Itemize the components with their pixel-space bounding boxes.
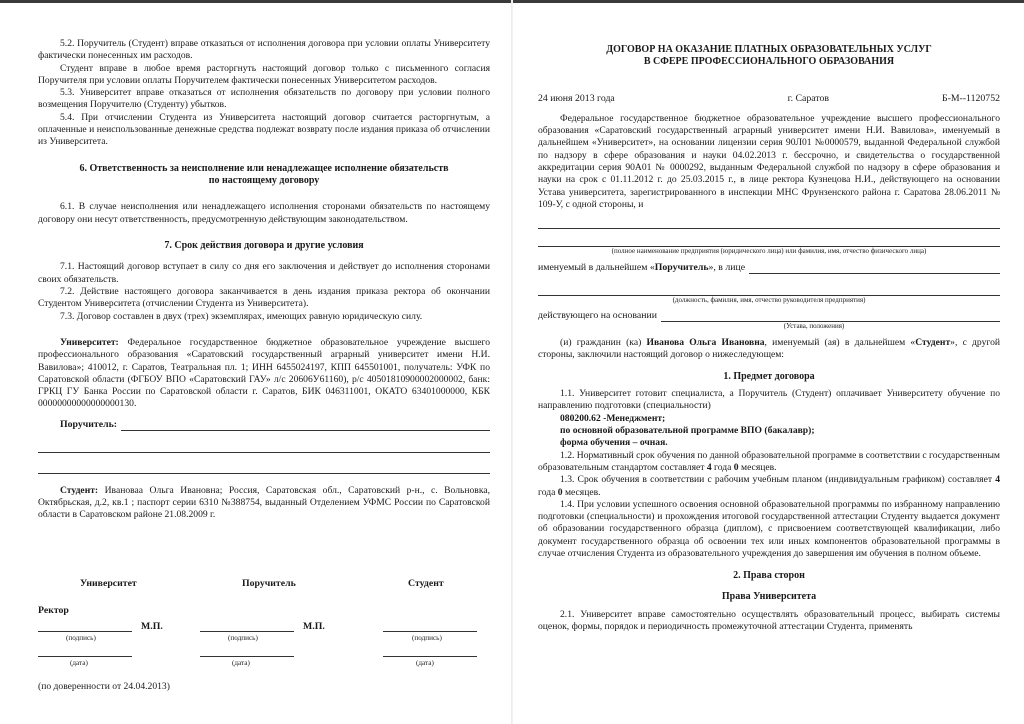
guar-date-line (200, 656, 294, 657)
section-6-heading-2: по настоящему договору (208, 175, 320, 187)
sig-guarantor-heading: Поручитель (242, 578, 296, 589)
c13-months: 0 (557, 486, 563, 498)
named-pre: именуемый в дальнейшем « (538, 262, 655, 274)
contract-subtitle: В СФЕРЕ ПРОФЕССИОНАЛЬНОГО ОБРАЗОВАНИЯ (643, 56, 895, 68)
guar-signature-line (200, 631, 294, 632)
guar-signature-caption: (подпись) (228, 634, 258, 642)
guarantor-line-3 (38, 462, 490, 474)
program-type: по основной образовательной программе ВПО (бакалавр); (560, 425, 815, 437)
contract-city: г. Саратов (787, 92, 830, 104)
clause-5-3: 5.3. Университет вправе отказаться от исполнения обязательств по договору при условии полного возмещения Поручителю (Студенту) убытков. (38, 87, 490, 111)
section-7-heading: 7. Срок действия договора и другие условия (164, 240, 364, 252)
party-name-line-1 (538, 217, 1000, 229)
univ-signature-line (38, 631, 132, 632)
c12-c: месяцев. (738, 461, 777, 473)
stud-signature-caption: (подпись) (412, 634, 442, 642)
student-party (538, 337, 1000, 362)
party-name-caption: (полное наименование предприятия (юридического лица) или фамилия, имя, отчество физического лица) (611, 247, 927, 256)
c12-b: года (711, 461, 734, 473)
clause-1-4: 1.4. При условии успешного освоения основной образовательной программы по избранному направлению подготовки (специальности) и прохождения итоговой государственной аттестации Студенту выдается документ об образовании государственного образца (диплом), с присвоением соответствующей квалификации, либо документ государственного образца об освоении тех или иных компонентов образовательной программы в случае отчисления Студента из образовательного учреждения до завершения им обучения в полном объеме. (538, 498, 1000, 560)
c13-a: 1.3. Срок обучения в соответствии с рабочим учебным планом (индивидуальным графиком) составляет (560, 474, 996, 486)
univ-date-caption: (дата) (70, 659, 88, 667)
guar-date-caption: (дата) (232, 659, 250, 667)
clause-1-3 (538, 474, 1000, 499)
contract-date: 24 июня 2013 года (538, 92, 615, 104)
c12-months: 0 (733, 461, 739, 473)
section-2-heading: 2. Права сторон (733, 570, 805, 582)
named-post: », в лице (708, 262, 746, 274)
university-label: Университет: (60, 336, 119, 348)
clause-5-2: 5.2. Поручитель (Студент) вправе отказаться от исполнения договора при условии оплаты Университету фактически понесенных им расходов. (38, 38, 490, 62)
univ-date-line (38, 656, 132, 657)
citizen-mid: , именуемый (ая) в дальнейшем « (764, 337, 916, 349)
guarantor-label: Поручитель: (60, 418, 118, 430)
represented-by-line (749, 263, 1000, 274)
section-6-heading: 6. Ответственность за неисполнение или ненадлежащее исполнение обязательств (79, 162, 449, 174)
guarantor-line (121, 420, 490, 431)
representative-line (538, 284, 1000, 296)
representative-caption: (должность, фамилия, имя, отчество руководителя предприятия) (672, 296, 866, 305)
student-details (38, 485, 490, 522)
univ-stamp-mark: М.П. (141, 621, 163, 632)
university-details (38, 337, 490, 411)
specialty-code: 080200.62 -Менеджмент; (560, 412, 666, 424)
university-rights-heading: Права Университета (721, 590, 817, 602)
c12-years: 4 (706, 461, 712, 473)
sig-student-heading: Студент (408, 578, 444, 589)
stud-signature-line (383, 631, 477, 632)
c13-years: 4 (995, 474, 1000, 486)
clause-6-1: 6.1. В случае неисполнения или ненадлежащего исполнения сторонами обязательств по настоящему договору они несут ответственность, предусмотренную действующим законодательством. (38, 201, 490, 225)
clause-1-1: 1.1. Университет готовит специалиста, а Поручитель (Студент) оплачивает Университету обучение по направлению подготовки (специальности) (538, 388, 1000, 412)
named-guarantor-text (538, 262, 745, 274)
clause-5-4: 5.4. При отчислении Студента из Университета настоящий договор считается расторгнутым, а оплаченные и неиспользованные денежные средства подлежат возврату после издания приказа об отчислении из Университета. (38, 111, 490, 148)
stud-date-caption: (дата) (416, 659, 434, 667)
c12-a: 1.2. Нормативный срок обучения по данной образовательной программе в соответствии с государственным образовательным стандартом составляет (538, 449, 1000, 473)
rector-label: Ректор (38, 605, 69, 616)
acting-caption: (Устава, положения) (783, 322, 845, 331)
acting-row (538, 310, 1000, 322)
right-page (512, 0, 1024, 724)
preamble: Федеральное государственное бюджетное образовательное учреждение высшего профессионального образования «Саратовский государственный аграрный университет имени Н.И. Вавилова», именуемый в дальнейшем «Университет», на основании лицензии серия 90Л01 №0000579, выданной Федеральной службой по надзору в сфере образования и науки 04.02.2013 г. бессрочно, и свидетельства о государственной аккредитации серия 90А01 № 0000292, выданным Федеральной службой по надзору в сфере образования и науки на срок с 01.11.2012 г. до 25.03.2015 г., в лице ректора Кузнецова Н.И., действующего на основании Устава университета, зарегистрированного в инспекции МНС Фрунзенского района г. Саратова 28.06.2011 № 109-У, с одной стороны, и (538, 112, 1000, 210)
acting-label: действующего на основании (538, 310, 657, 322)
citizen-name: Иванова Ольга Ивановна (646, 337, 765, 349)
univ-signature-caption: (подпись) (66, 634, 96, 642)
clause-7-2: 7.2. Действие настоящего договора заканчивается в день издания приказа ректора об окончании Студентом Университета (отчислении Студента из Университета). (38, 286, 490, 310)
guarantor-row (38, 419, 490, 431)
c13-c: месяцев. (562, 486, 601, 498)
citizen-post: », с другой стороны, заключили настоящий договор о нижеследующем: (538, 337, 1001, 361)
proxy-note: (по доверенности от 24.04.2013) (38, 681, 170, 692)
university-text: Федеральное государственное бюджетное образовательное учреждение высшего профессионального образования «Саратовский государственный аграрный университет имени Н.И. Вавилова»; 410012, г. Саратов, Театральная пл. 1; ИНН 6455024197, КПП 645501001, получатель: УФК по Саратовской области (ФГБОУ ВПО «Саратовский ГАУ» л/с 20606У61160), р/с 40501810900002000002, банк: ГРКЦ ГУ Банка России по Саратовской области г. Саратов, БИК 046311001, ОКАТО 63401000000, КБК 00000000000000000130. (38, 336, 490, 410)
clause-1-2 (538, 450, 1000, 475)
citizen-pre: (и) гражданин (ка) (560, 337, 647, 349)
stud-date-line (383, 656, 477, 657)
student-text: Ивановаа Ольга Ивановна; Россия, Саратовская обл., Саратовский р-н., с. Вольновка, Октябрьская, д.2, кв.1 ; паспорт серии 6310 №388754, выданный Отделением УФМС России по Саратовской области в Саратовском районе 21.08.2009 г. (38, 484, 490, 521)
contract-header-row (538, 93, 1000, 104)
acting-line (661, 311, 1000, 322)
contract-title: ДОГОВОР НА ОКАЗАНИЕ ПЛАТНЫХ ОБРАЗОВАТЕЛЬНЫХ УСЛУГ (606, 44, 932, 55)
clause-5-2-b: Студент вправе в любое время расторгнуть настоящий договор только с письменного согласия Поручителя при условии оплаты Поручителем фактически понесенных Университетом расходов. (38, 62, 490, 86)
student-label: Студент: (60, 484, 99, 496)
guar-stamp-mark: М.П. (303, 621, 325, 632)
clause-7-1: 7.1. Настоящий договор вступает в силу со дня его заключения и действует до исполнения сторонами своих обязательств. (38, 261, 490, 285)
party-name-line-2 (538, 235, 1000, 247)
contract-number: Б-М--1120752 (941, 92, 1000, 104)
study-form: форма обучения – очная. (560, 437, 668, 449)
named-guarantor-row (538, 262, 1000, 274)
guarantor-line-2 (38, 441, 490, 453)
c13-b: года (538, 486, 558, 498)
section-1-heading: 1. Предмет договора (723, 370, 815, 382)
clause-2-1: 2.1. Университет вправе самостоятельно осуществлять образовательный процесс, выбирать системы оценок, формы, порядок и периодичность промежуточной аттестации Студента, применять (538, 609, 1000, 633)
clause-7-3: 7.3. Договор составлен в двух (трех) экземплярах, имеющих равную юридическую силу. (60, 310, 423, 322)
sig-university-heading: Университет (80, 578, 137, 589)
citizen-role: Студент (915, 337, 951, 349)
named-bold: Поручитель (654, 262, 709, 274)
